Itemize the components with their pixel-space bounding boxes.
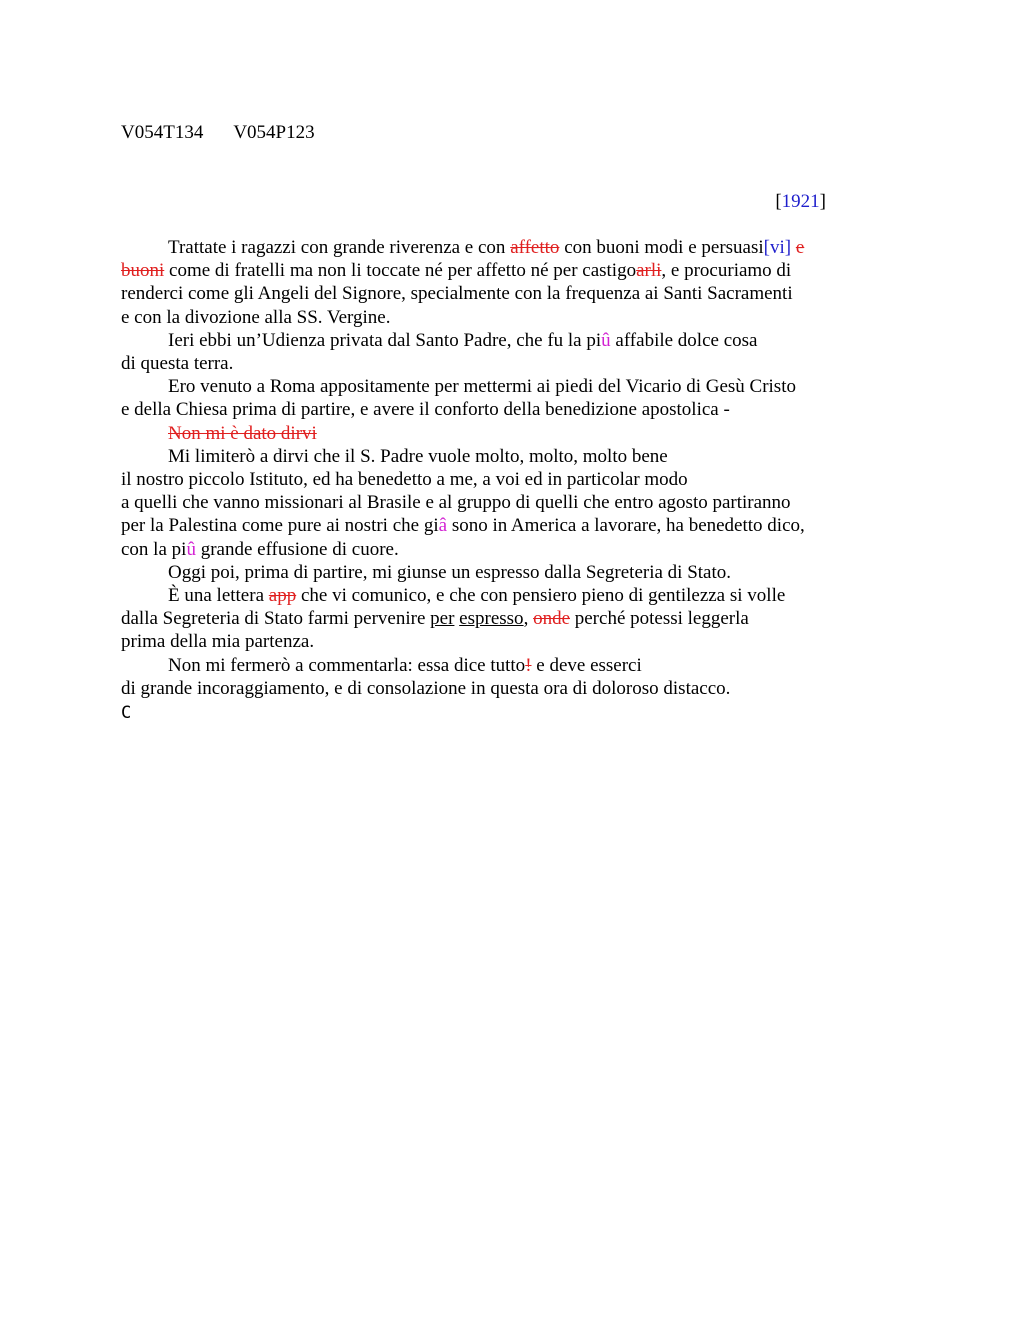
text-line	[121, 236, 851, 259]
text-segment: grande effusione di cuore.	[195, 538, 399, 560]
text-line	[121, 654, 851, 677]
text-line: renderci come gli Angeli del Signore, specialmente con la frequenza ai Santi Sacramenti	[121, 283, 793, 305]
text-line	[121, 514, 851, 537]
deleted-text: affetto	[510, 237, 560, 258]
text-line: Oggi poi, prima di partire, mi giunse un espresso dalla Segreteria di Stato.	[168, 561, 732, 583]
text-segment: sono in America a lavorare, ha benedetto dico,	[447, 515, 805, 537]
highlighted-char: û	[601, 329, 611, 351]
text-line	[121, 538, 851, 561]
inserted-text: [vi]	[763, 237, 792, 258]
text-segment: È una lettera	[168, 585, 269, 607]
text-segment: come di fratelli ma non li toccate né per affetto né per castigo	[164, 260, 637, 282]
document-header	[121, 121, 315, 144]
deleted-text: buoni	[121, 260, 165, 282]
text-line: e della Chiesa prima di partire, e avere il conforto della benedizione apostolica -	[121, 399, 730, 421]
page-code: V054P123	[233, 122, 315, 143]
text-line: e con la divozione alla SS. Vergine.	[121, 306, 391, 328]
text-line	[121, 259, 851, 282]
date-annotation	[775, 190, 826, 213]
date-open-bracket: [	[775, 191, 782, 212]
highlighted-char: â	[438, 515, 448, 537]
text-segment: , e procuriamo di	[661, 260, 792, 282]
text-segment: affabile dolce cosa	[610, 329, 758, 351]
text-segment: e deve esserci	[531, 654, 642, 676]
text-segment: dalla Segreteria di Stato farmi pervenire	[121, 608, 431, 630]
text-segment: per la Palestina come pure ai nostri che gi	[121, 515, 439, 537]
underlined-text: per	[430, 608, 455, 630]
text-line	[121, 422, 851, 445]
underlined-text: espresso	[459, 608, 524, 630]
deleted-text: !	[525, 654, 532, 676]
text-line: il nostro piccolo Istituto, ed ha benedetto a me, a voi ed in particolar modo	[121, 469, 688, 491]
text-line: Ero venuto a Roma appositamente per mettermi ai piedi del Vicario di Gesù Cristo	[168, 376, 796, 398]
text-segment: ,	[523, 608, 534, 630]
text-segment: perché potessi leggerla	[570, 608, 749, 630]
deleted-text: e	[795, 237, 805, 258]
text-segment: con buoni modi e persuasi	[559, 237, 764, 258]
deleted-text: app	[268, 585, 297, 607]
letter-body	[121, 236, 851, 726]
trailing-mark: C	[121, 703, 132, 724]
text-line	[121, 607, 851, 630]
text-line: Mi limiterò a dirvi che il S. Padre vuole molto, molto, molto bene	[168, 445, 668, 467]
text-line: prima della mia partenza.	[121, 631, 315, 653]
date-year: 1921	[781, 191, 820, 212]
date-close-bracket: ]	[819, 191, 826, 212]
text-segment: che vi comunico, e che con pensiero pieno di gentilezza si volle	[296, 585, 786, 607]
text-line: a quelli che vanno missionari al Brasile e al gruppo di quelli che entro agosto partiranno	[121, 492, 791, 514]
text-segment: Non mi fermerò a commentarla: essa dice tutto	[168, 654, 526, 676]
deleted-text: arli	[636, 260, 662, 282]
text-line: di questa terra.	[121, 353, 234, 375]
highlighted-char: û	[186, 538, 196, 560]
text-segment: con la pi	[121, 538, 187, 560]
text-line	[121, 584, 851, 607]
text-line: di grande incoraggiamento, e di consolazione in questa ora di doloroso distacco.	[121, 677, 731, 699]
text-line	[121, 329, 851, 352]
text-segment: Ieri ebbi un’Udienza privata dal Santo Padre, che fu la pi	[168, 329, 602, 351]
text-segment: Trattate i ragazzi con grande riverenza e con	[168, 237, 511, 258]
volume-code: V054T134	[121, 122, 204, 143]
deleted-text: onde	[533, 608, 570, 630]
deleted-text: Non mi è dato dirvi	[168, 422, 317, 444]
